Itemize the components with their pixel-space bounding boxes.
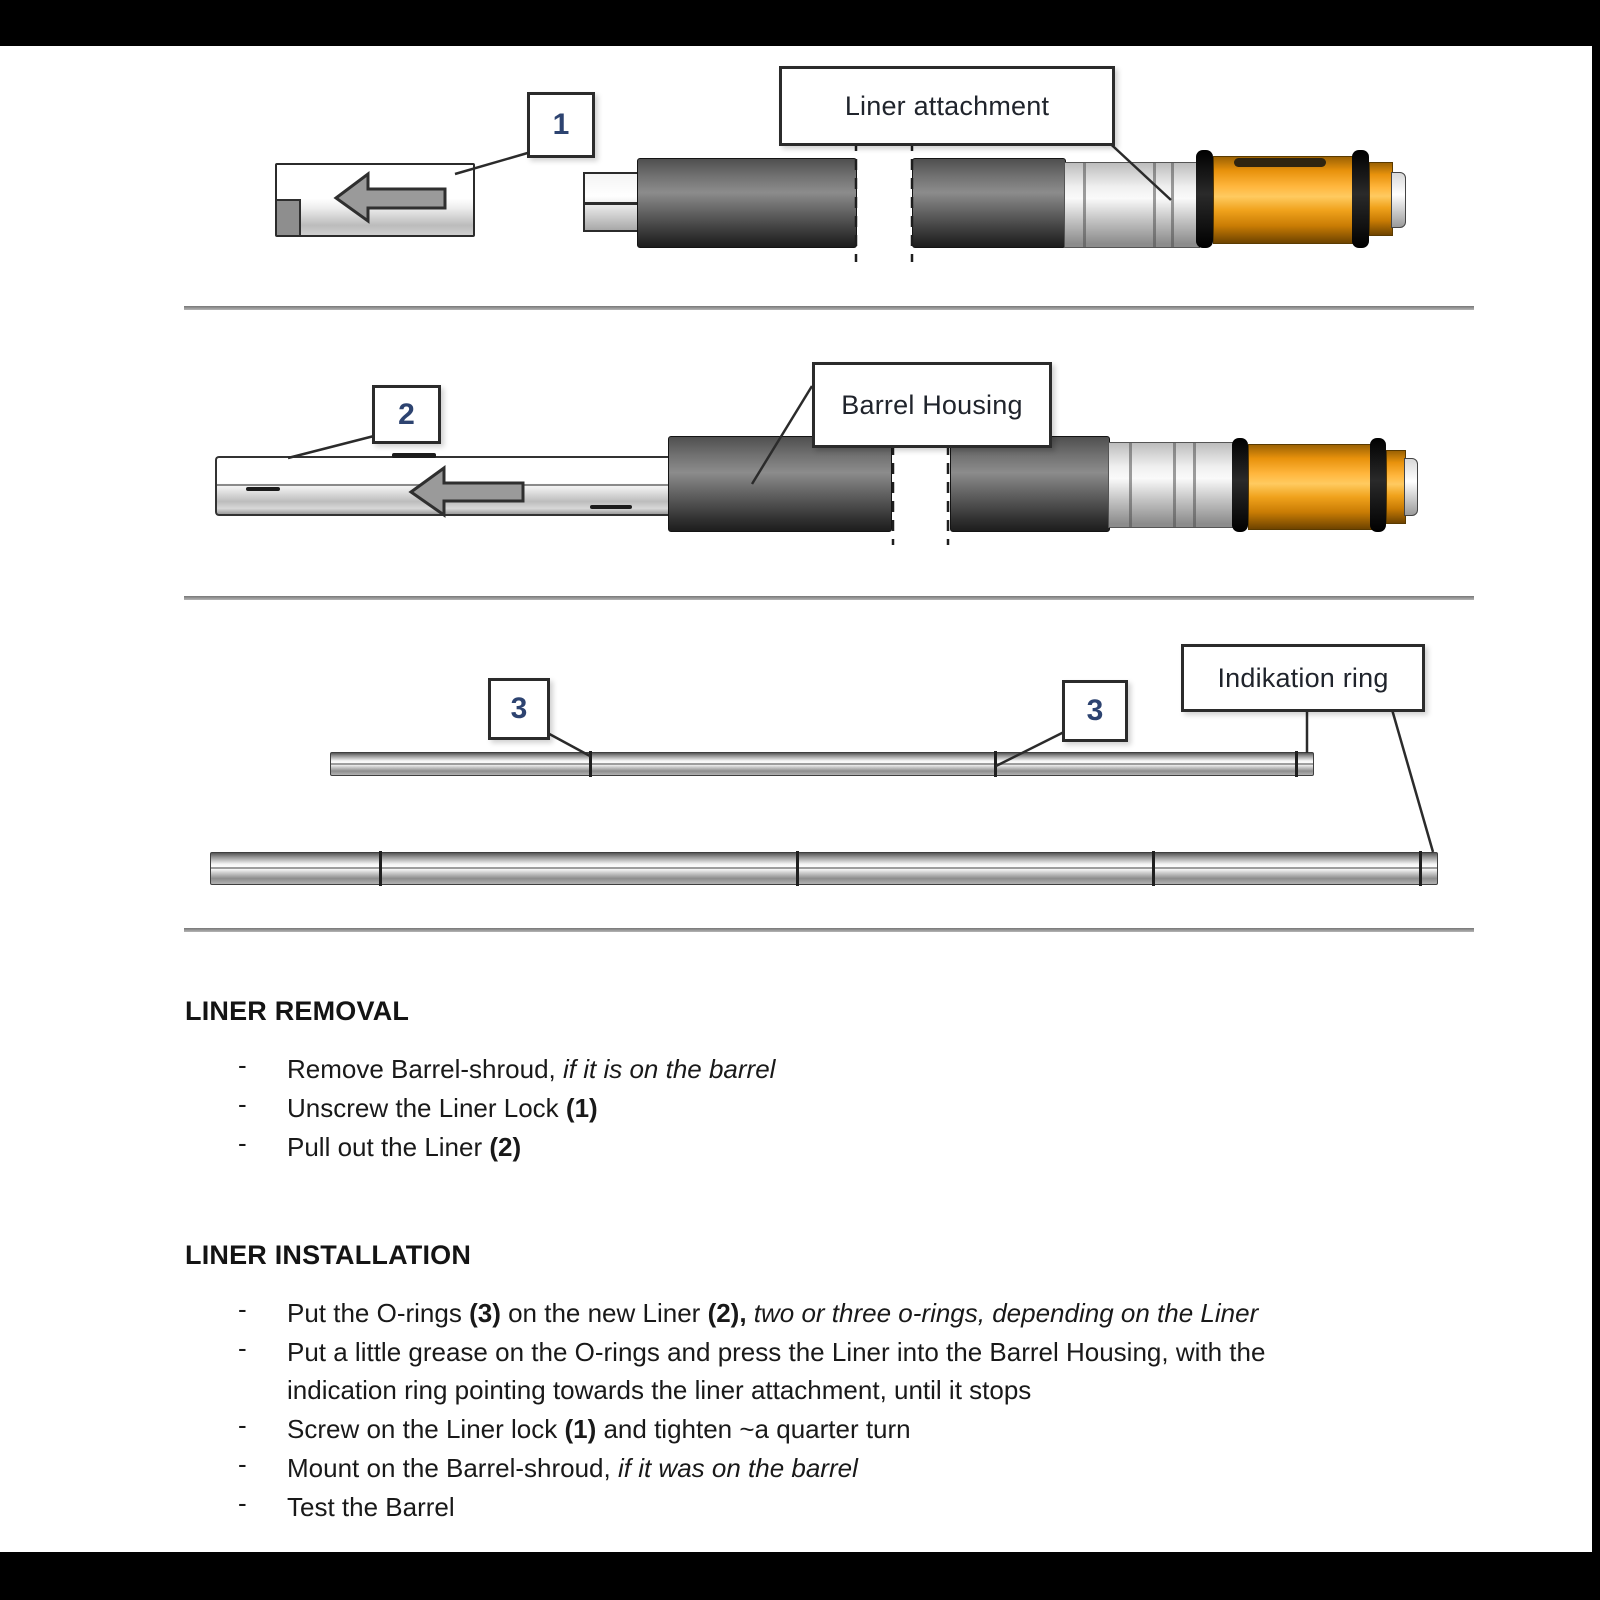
leader-line-indication-long (1391, 706, 1433, 852)
leader-line-2 (288, 436, 374, 458)
installation-heading: LINER INSTALLATION (185, 1240, 472, 1270)
installation-item-5-text: Test the Barrel (287, 1492, 455, 1522)
callout-number-3a-label: 3 (510, 692, 528, 725)
callout-number-1 (527, 92, 595, 158)
housing-attachment-part (1108, 442, 1234, 528)
o-ring-position-mark (1152, 851, 1155, 886)
barrel-section-left (637, 158, 857, 248)
installation-item-5 (238, 1488, 455, 1526)
installation-item-1-text: Put the O-rings (3) on the new Liner (2), two or three o-rings, depending on the Liner (287, 1298, 1259, 1328)
installation-item-1 (238, 1294, 1258, 1332)
frame-bar-bottom (0, 1552, 1600, 1600)
attachment-groove (1173, 443, 1176, 527)
callout-number-2-label: 2 (398, 397, 415, 431)
removal-heading: LINER REMOVAL (185, 996, 410, 1026)
removal-item-3-text: Pull out the Liner (2) (287, 1132, 522, 1162)
installation-item-3-text: Screw on the Liner lock (1) and tighten ~a quarter turn (287, 1414, 911, 1444)
o-ring-seal (1196, 150, 1213, 248)
callout-indication-ring (1181, 644, 1425, 712)
callout-number-3b (1062, 680, 1128, 742)
callout-liner-attachment-label: Liner attachment (844, 90, 1050, 121)
bullet-marker: - (238, 1488, 247, 1518)
attachment-groove (1129, 443, 1132, 527)
barrel-spigot (583, 172, 641, 232)
callout-barrel-housing-label: Barrel Housing (841, 389, 1023, 420)
o-ring-seal (1232, 438, 1248, 532)
liner-rod-short (330, 752, 1314, 776)
removal-item-1-text: Remove Barrel-shroud, if it is on the barrel (287, 1054, 776, 1084)
liner-rod-long (210, 852, 1438, 885)
liner-groove-mark (392, 453, 436, 458)
indication-ring-mark (1295, 751, 1298, 777)
o-ring-position-mark (589, 751, 592, 777)
callout-number-1-label: 1 (552, 108, 570, 141)
rod-seam (331, 763, 1313, 765)
o-ring-seal (1352, 150, 1369, 248)
liner-seam (217, 484, 672, 486)
installation-item-2 (238, 1333, 1265, 1409)
section-divider (184, 306, 1474, 310)
removal-item-3 (238, 1128, 521, 1166)
barrel-spigot-seam (585, 202, 639, 205)
bullet-marker: - (238, 1294, 247, 1324)
callout-number-2 (372, 385, 441, 444)
o-ring-position-mark (994, 751, 997, 777)
bullet-marker: - (238, 1449, 247, 1479)
o-ring-position-mark (379, 851, 382, 886)
muzzle-end-cap (1391, 172, 1406, 228)
bullet-marker: - (238, 1410, 247, 1440)
rod-seam (211, 867, 1437, 869)
installation-item-4-text: Mount on the Barrel-shroud, if it was on the barrel (287, 1453, 858, 1483)
indication-ring-mark (1419, 851, 1422, 886)
barrel-section-right (912, 158, 1066, 248)
liner-lock-notch (277, 199, 301, 235)
installation-item-3 (238, 1410, 911, 1448)
removal-item-2 (238, 1089, 598, 1127)
attachment-groove (1171, 163, 1174, 247)
orange-muzzle-stub (1386, 450, 1406, 524)
muzzle-end-cap (1404, 458, 1418, 516)
muzzle-reflection (1234, 158, 1326, 167)
liner-part (215, 456, 672, 516)
attachment-groove (1193, 443, 1196, 527)
orange-muzzle-part (1248, 444, 1372, 530)
bullet-marker: - (238, 1333, 247, 1363)
o-ring-position-mark (796, 851, 799, 886)
liner-lock-part (275, 163, 475, 237)
liner-groove-mark (590, 505, 632, 509)
attachment-groove (1083, 163, 1086, 247)
callout-barrel-housing (812, 362, 1052, 448)
installation-item-2-text: Put a little grease on the O-rings and press the Liner into the Barrel Housing, with the indication ring pointing towards the liner attachment, until it stops (287, 1337, 1266, 1405)
callout-liner-attachment (779, 66, 1115, 146)
barrel-housing-right (950, 436, 1110, 532)
frame-bar-right (1592, 0, 1600, 1600)
removal-item-2-text: Unscrew the Liner Lock (1) (287, 1093, 598, 1123)
o-ring-seal (1370, 438, 1386, 532)
section-divider (184, 596, 1474, 600)
orange-muzzle-part (1213, 156, 1355, 244)
liner-attachment-part (1064, 162, 1200, 248)
orange-muzzle-stub (1369, 162, 1393, 236)
liner-groove-mark (246, 487, 280, 491)
callout-indication-ring-label: Indikation ring (1217, 662, 1389, 693)
section-divider (184, 928, 1474, 932)
frame-bar-top (0, 0, 1600, 46)
installation-item-4 (238, 1449, 858, 1487)
attachment-groove (1153, 163, 1156, 247)
callout-number-3a (488, 678, 550, 740)
removal-item-1 (238, 1050, 775, 1088)
barrel-housing-left (668, 436, 892, 532)
bullet-marker: - (238, 1128, 247, 1158)
callout-number-3b-label: 3 (1086, 694, 1104, 727)
bullet-marker: - (238, 1089, 247, 1119)
bullet-marker: - (238, 1050, 247, 1080)
